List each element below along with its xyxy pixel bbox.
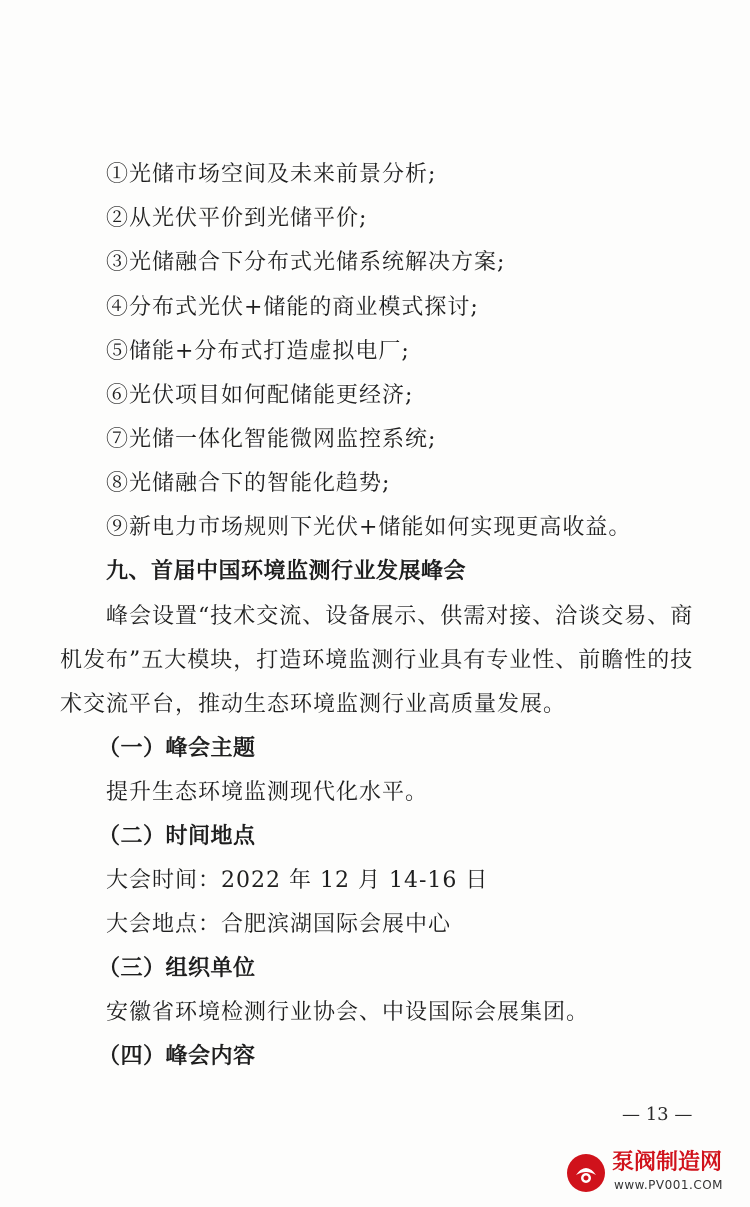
event-place: 大会地点：合肥滨湖国际会展中心 bbox=[106, 912, 452, 937]
section-heading: 九、首届中国环境监测行业发展峰会 bbox=[106, 559, 467, 584]
subsection-heading-content: （四）峰会内容 bbox=[98, 1044, 256, 1069]
watermark-url: www.PV001.COM bbox=[614, 1178, 723, 1192]
theme-text: 提升生态环境监测现代化水平。 bbox=[106, 780, 429, 805]
list-item-6: ⑥光伏项目如何配储能更经济; bbox=[106, 383, 414, 408]
list-item-1: ①光储市场空间及未来前景分析; bbox=[106, 162, 437, 187]
intro-paragraph-line-2: 机发布”五大模块，打造环境监测行业具有专业性、前瞻性的技 bbox=[60, 648, 694, 673]
organizers-text: 安徽省环境检测行业协会、中设国际会展集团。 bbox=[106, 1000, 590, 1025]
intro-paragraph-line-3: 术交流平台，推动生态环境监测行业高质量发展。 bbox=[60, 692, 567, 717]
list-item-2: ②从光伏平价到光储平价; bbox=[106, 206, 368, 231]
watermark-logo-icon bbox=[566, 1153, 606, 1193]
list-item-5: ⑤储能+分布式打造虚拟电厂; bbox=[106, 339, 410, 364]
intro-paragraph-line-1: 峰会设置“技术交流、设备展示、供需对接、洽谈交易、商 bbox=[106, 604, 694, 629]
watermark bbox=[566, 1147, 744, 1199]
list-item-9: ⑨新电力市场规则下光伏+储能如何实现更高收益。 bbox=[106, 515, 632, 540]
list-item-3: ③光储融合下分布式光储系统解决方案; bbox=[106, 250, 506, 275]
watermark-title: 泵阀制造网 bbox=[612, 1150, 723, 1175]
list-item-8: ⑧光储融合下的智能化趋势; bbox=[106, 471, 391, 496]
subsection-heading-organizers: （三）组织单位 bbox=[98, 956, 256, 981]
subsection-heading-time-place: （二）时间地点 bbox=[98, 824, 256, 849]
list-item-7: ⑦光储一体化智能微网监控系统; bbox=[106, 427, 437, 452]
subsection-heading-theme: （一）峰会主题 bbox=[98, 736, 256, 761]
page-number: — 13 — bbox=[622, 1104, 693, 1125]
event-time: 大会时间：2022 年 12 月 14-16 日 bbox=[106, 868, 489, 893]
list-item-4: ④分布式光伏+储能的商业模式探讨; bbox=[106, 295, 479, 320]
